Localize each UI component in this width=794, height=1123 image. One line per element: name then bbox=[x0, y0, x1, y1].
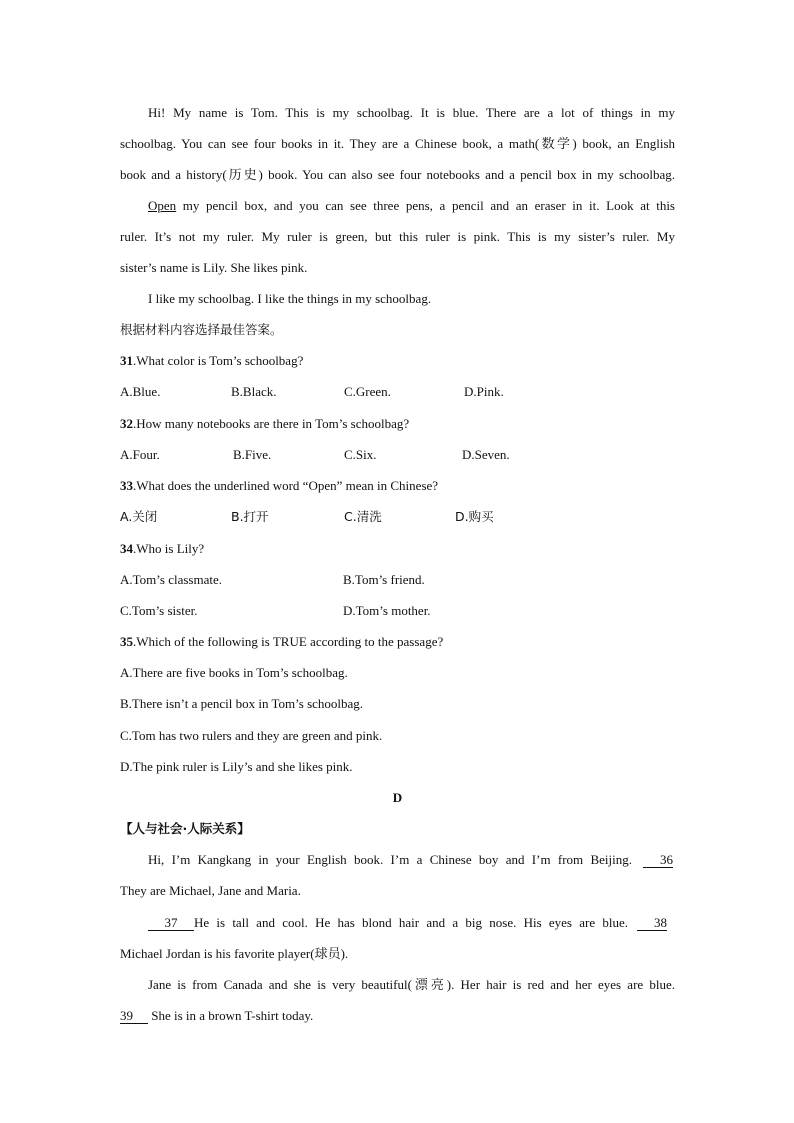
passage-line: sister’s name is Lily. She likes pink. bbox=[120, 260, 308, 275]
option-d[interactable]: D.Tom’s mother. bbox=[343, 603, 431, 618]
option-b[interactable]: B.Black. bbox=[231, 384, 277, 399]
option-c[interactable]: C.Tom has two rulers and they are green and pink. bbox=[120, 728, 383, 743]
option-a[interactable]: A.关闭 bbox=[120, 509, 158, 524]
question-text: .How many notebooks are there in Tom’s schoolbag? bbox=[133, 416, 410, 431]
passage-line bbox=[120, 1008, 313, 1024]
section-letter: D bbox=[392, 790, 403, 805]
section-theme: 【人与社会·人际关系】 bbox=[120, 821, 250, 836]
option-b[interactable]: B.Tom’s friend. bbox=[343, 572, 425, 587]
option-c[interactable]: C.清洗 bbox=[344, 509, 382, 524]
question-number: 31 bbox=[120, 353, 133, 368]
blank-39[interactable]: 39 bbox=[120, 1009, 148, 1024]
option-a[interactable]: A.There are five books in Tom’s schoolbag. bbox=[120, 665, 348, 680]
blank-37[interactable]: 37 bbox=[148, 916, 194, 931]
question-32 bbox=[120, 416, 409, 432]
option-c[interactable]: C.Green. bbox=[344, 384, 391, 399]
option-d[interactable]: D.The pink ruler is Lily’s and she likes pink. bbox=[120, 759, 353, 774]
passage-line: I like my schoolbag. I like the things in my schoolbag. bbox=[148, 291, 432, 306]
passage-line: book and a history(历史) book. You can also see four notebooks and a pencil box in my schoolbag. bbox=[120, 167, 675, 182]
option-a[interactable]: A.Tom’s classmate. bbox=[120, 572, 222, 587]
options-33 bbox=[120, 509, 675, 525]
blank-38[interactable]: 38 bbox=[637, 916, 667, 931]
instruction: 根据材料内容选择最佳答案。 bbox=[120, 322, 283, 337]
question-35 bbox=[120, 634, 443, 650]
passage-line bbox=[148, 915, 675, 931]
option-b[interactable]: B.There isn’t a pencil box in Tom’s schoolbag. bbox=[120, 696, 364, 711]
option-c[interactable]: C.Six. bbox=[344, 447, 377, 462]
passage-text: She is in a brown T-shirt today. bbox=[148, 1008, 314, 1023]
passage-line bbox=[148, 198, 675, 214]
passage-line: schoolbag. You can see four books in it. They are a Chinese book, a math(数学) book, an English bbox=[120, 136, 675, 151]
option-c[interactable]: C.Tom’s sister. bbox=[120, 603, 198, 618]
passage-line: Hi! My name is Tom. This is my schoolbag. It is blue. There are a lot of things in my bbox=[148, 105, 675, 120]
question-34 bbox=[120, 541, 204, 557]
option-d[interactable]: D.购买 bbox=[455, 509, 494, 524]
option-a[interactable]: A.Four. bbox=[120, 447, 160, 462]
passage-line bbox=[148, 852, 675, 868]
passage-line: Jane is from Canada and she is very beautiful(漂亮). Her hair is red and her eyes are blue. bbox=[148, 977, 675, 992]
options-31 bbox=[120, 384, 675, 400]
question-text: .Who is Lily? bbox=[133, 541, 205, 556]
question-31 bbox=[120, 353, 303, 369]
passage-text: He is tall and cool. He has blond hair and a big nose. His eyes are blue. bbox=[194, 915, 628, 930]
option-d[interactable]: D.Seven. bbox=[462, 447, 510, 462]
question-number: 32 bbox=[120, 416, 133, 431]
underlined-word-open: Open bbox=[148, 198, 177, 213]
passage-line: They are Michael, Jane and Maria. bbox=[120, 883, 301, 898]
blank-36[interactable]: 36 bbox=[643, 853, 673, 868]
options-34-row1 bbox=[120, 572, 675, 588]
passage-text: my pencil box, and you can see three pens, a pencil and an eraser in it. Look at this bbox=[176, 198, 675, 213]
question-number: 34 bbox=[120, 541, 133, 556]
option-d[interactable]: D.Pink. bbox=[464, 384, 504, 399]
question-text: .What color is Tom’s schoolbag? bbox=[133, 353, 304, 368]
options-32 bbox=[120, 447, 675, 463]
passage-text: Hi, I’m Kangkang in your English book. I’m a Chinese boy and I’m from Beijing. bbox=[148, 852, 632, 867]
question-number: 35 bbox=[120, 634, 133, 649]
passage-line: Michael Jordan is his favorite player(球员). bbox=[120, 946, 349, 961]
option-a[interactable]: A.Blue. bbox=[120, 384, 161, 399]
passage-line: ruler. It’s not my ruler. My ruler is green, but this ruler is pink. This is my sister’s ruler. My bbox=[120, 229, 675, 244]
options-34-row2 bbox=[120, 603, 675, 619]
option-b[interactable]: B.Five. bbox=[233, 447, 272, 462]
question-text: .What does the underlined word “Open” mean in Chinese? bbox=[133, 478, 439, 493]
question-33 bbox=[120, 478, 438, 494]
question-number: 33 bbox=[120, 478, 133, 493]
question-text: .Which of the following is TRUE according to the passage? bbox=[133, 634, 444, 649]
option-b[interactable]: B.打开 bbox=[231, 509, 269, 524]
